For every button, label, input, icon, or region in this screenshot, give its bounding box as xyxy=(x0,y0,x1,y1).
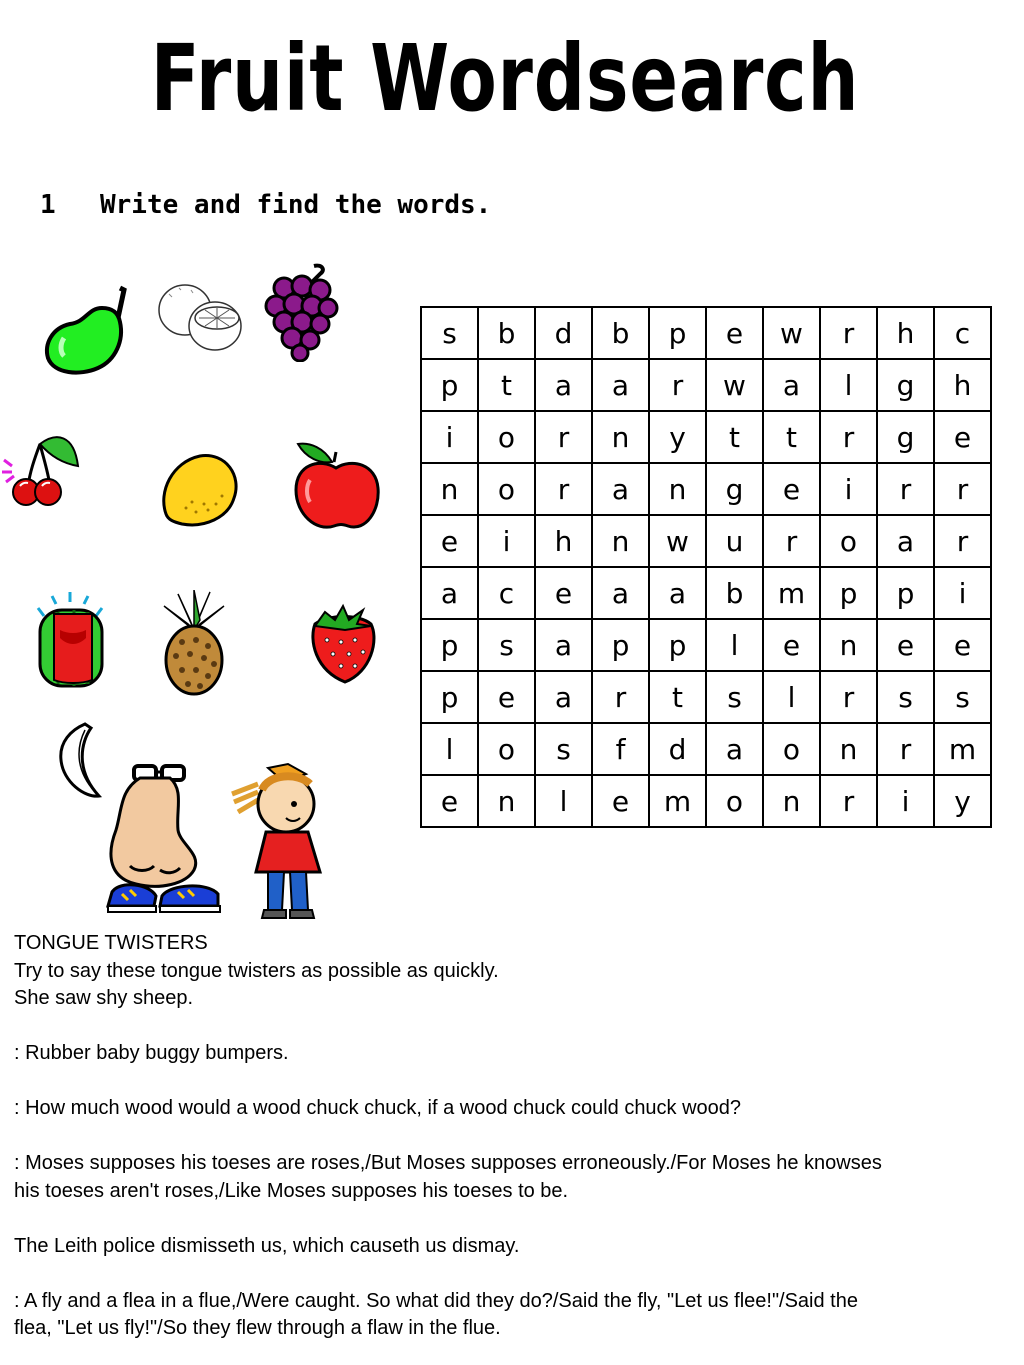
grid-cell: r xyxy=(934,463,991,515)
grid-cell: f xyxy=(592,723,649,775)
grid-cell: c xyxy=(934,307,991,359)
grid-cell: r xyxy=(763,515,820,567)
grid-cell: a xyxy=(877,515,934,567)
grid-cell: o xyxy=(478,723,535,775)
grid-cell: p xyxy=(421,359,478,411)
exercise-number: 1 xyxy=(40,190,56,220)
grid-cell: p xyxy=(649,619,706,671)
grid-cell: a xyxy=(535,359,592,411)
tongue-twisters-intro: Try to say these tongue twisters as possible as quickly. xyxy=(14,959,499,982)
grid-cell: d xyxy=(649,723,706,775)
grid-cell: r xyxy=(820,307,877,359)
nose-character xyxy=(100,760,225,915)
grid-cell: r xyxy=(535,463,592,515)
grid-cell: g xyxy=(877,411,934,463)
grid-cell: r xyxy=(877,723,934,775)
grid-cell: r xyxy=(877,463,934,515)
grapes-icon xyxy=(262,262,342,362)
grid-cell: s xyxy=(706,671,763,723)
grid-cell: e xyxy=(535,567,592,619)
grid-cell: w xyxy=(649,515,706,567)
grid-cell: p xyxy=(421,671,478,723)
grid-cell: r xyxy=(649,359,706,411)
tongue-twister-5: The Leith police dismisseth us, which causeth us dismay. xyxy=(14,1234,520,1257)
grid-cell: n xyxy=(820,723,877,775)
grid-cell: l xyxy=(763,671,820,723)
tongue-twister-1: She saw shy sheep. xyxy=(14,987,193,1009)
lemon-icon xyxy=(156,452,242,530)
grid-cell: s xyxy=(535,723,592,775)
grid-cell: h xyxy=(877,307,934,359)
grid-cell: n xyxy=(763,775,820,827)
grid-cell: n xyxy=(478,775,535,827)
grid-cell: a xyxy=(592,463,649,515)
grid-cell: i xyxy=(820,463,877,515)
watermelon-icon xyxy=(30,590,115,690)
pear-icon xyxy=(40,282,135,377)
grid-cell: p xyxy=(820,567,877,619)
grid-cell: u xyxy=(706,515,763,567)
exercise-text: Write and find the words. xyxy=(100,190,492,220)
grid-cell: e xyxy=(763,463,820,515)
cherries-icon xyxy=(0,430,85,510)
grid-cell: w xyxy=(763,307,820,359)
grid-cell: d xyxy=(535,307,592,359)
grid-cell: m xyxy=(763,567,820,619)
grid-cell: y xyxy=(649,411,706,463)
grid-cell: o xyxy=(763,723,820,775)
grid-cell: a xyxy=(535,671,592,723)
grid-cell: e xyxy=(934,619,991,671)
grid-cell: c xyxy=(478,567,535,619)
grid-cell: l xyxy=(421,723,478,775)
grid-row xyxy=(421,567,991,619)
grid-cell: i xyxy=(478,515,535,567)
grid-cell: e xyxy=(478,671,535,723)
tongue-twisters-heading: TONGUE TWISTERS xyxy=(14,932,208,954)
grid-cell: b xyxy=(706,567,763,619)
grid-cell: g xyxy=(706,463,763,515)
grid-cell: e xyxy=(421,515,478,567)
grid-cell: a xyxy=(649,567,706,619)
grid-cell: l xyxy=(706,619,763,671)
grid-cell: o xyxy=(820,515,877,567)
grid-cell: p xyxy=(649,307,706,359)
apple-icon xyxy=(290,440,385,535)
wordsearch-grid xyxy=(420,306,992,828)
grid-cell: e xyxy=(706,307,763,359)
grid-row xyxy=(421,307,991,359)
grid-cell: i xyxy=(934,567,991,619)
grid-cell: p xyxy=(421,619,478,671)
grid-cell: o xyxy=(706,775,763,827)
grid-cell: e xyxy=(421,775,478,827)
grid-row xyxy=(421,723,991,775)
grid-cell: a xyxy=(592,567,649,619)
grid-cell: r xyxy=(820,671,877,723)
grid-cell: o xyxy=(478,411,535,463)
grid-row xyxy=(421,515,991,567)
tongue-twisters xyxy=(14,930,1009,1343)
page-title: Fruit Wordsearch xyxy=(150,25,860,132)
grid-cell: t xyxy=(763,411,820,463)
grid-row xyxy=(421,359,991,411)
grid-cell: n xyxy=(820,619,877,671)
boy-character xyxy=(228,760,338,920)
grid-cell: i xyxy=(877,775,934,827)
grid-cell: p xyxy=(592,619,649,671)
grid-cell: w xyxy=(706,359,763,411)
grid-cell: h xyxy=(535,515,592,567)
grid-cell: a xyxy=(763,359,820,411)
tongue-twister-4b: his toeses aren't roses,/Like Moses supposes his toeses to be. xyxy=(14,1179,569,1202)
grid-cell: i xyxy=(421,411,478,463)
grid-cell: a xyxy=(592,359,649,411)
grid-cell: r xyxy=(820,775,877,827)
strawberry-icon xyxy=(305,600,380,685)
grid-cell: l xyxy=(820,359,877,411)
grid-cell: g xyxy=(877,359,934,411)
tongue-twister-3: : How much wood would a wood chuck chuck, if a wood chuck could chuck wood? xyxy=(14,1097,742,1119)
grid-cell: l xyxy=(535,775,592,827)
grid-cell: t xyxy=(706,411,763,463)
grid-row xyxy=(421,463,991,515)
grid-cell: r xyxy=(535,411,592,463)
grid-cell: t xyxy=(649,671,706,723)
grid-cell: s xyxy=(934,671,991,723)
grid-cell: o xyxy=(478,463,535,515)
grid-cell: n xyxy=(649,463,706,515)
grid-cell: y xyxy=(934,775,991,827)
grid-cell: s xyxy=(877,671,934,723)
grid-cell: r xyxy=(934,515,991,567)
grid-cell: n xyxy=(421,463,478,515)
grid-row xyxy=(421,775,991,827)
grid-row xyxy=(421,411,991,463)
grid-row xyxy=(421,619,991,671)
grid-cell: n xyxy=(592,515,649,567)
grid-cell: e xyxy=(763,619,820,671)
grid-cell: m xyxy=(934,723,991,775)
grid-cell: a xyxy=(535,619,592,671)
tongue-twister-2: : Rubber baby buggy bumpers. xyxy=(14,1042,289,1064)
grid-cell: r xyxy=(820,411,877,463)
grid-cell: m xyxy=(649,775,706,827)
grid-cell: r xyxy=(592,671,649,723)
grid-cell: t xyxy=(478,359,535,411)
grid-cell: e xyxy=(934,411,991,463)
orange-icon xyxy=(155,282,245,354)
grid-cell: b xyxy=(478,307,535,359)
grid-cell: s xyxy=(421,307,478,359)
tongue-twister-6b: flea, "Let us fly!"/So they flew through a flaw in the flue. xyxy=(14,1317,501,1339)
grid-cell: h xyxy=(934,359,991,411)
grid-cell: a xyxy=(706,723,763,775)
tongue-twister-6a: : A fly and a flea in a flue,/Were caught. So what did they do?/Said the fly, "Let us flee!"/Said the xyxy=(14,1289,858,1312)
grid-cell: b xyxy=(592,307,649,359)
grid-row xyxy=(421,671,991,723)
pineapple-icon xyxy=(158,590,230,698)
grid-cell: p xyxy=(877,567,934,619)
grid-cell: e xyxy=(877,619,934,671)
tongue-twister-4a: : Moses supposes his toeses are roses,/But Moses supposes erroneously./For Moses he knowses xyxy=(14,1152,882,1174)
grid-cell: e xyxy=(592,775,649,827)
grid-cell: a xyxy=(421,567,478,619)
grid-cell: s xyxy=(478,619,535,671)
exercise-instruction xyxy=(40,190,491,220)
grid-cell: n xyxy=(592,411,649,463)
